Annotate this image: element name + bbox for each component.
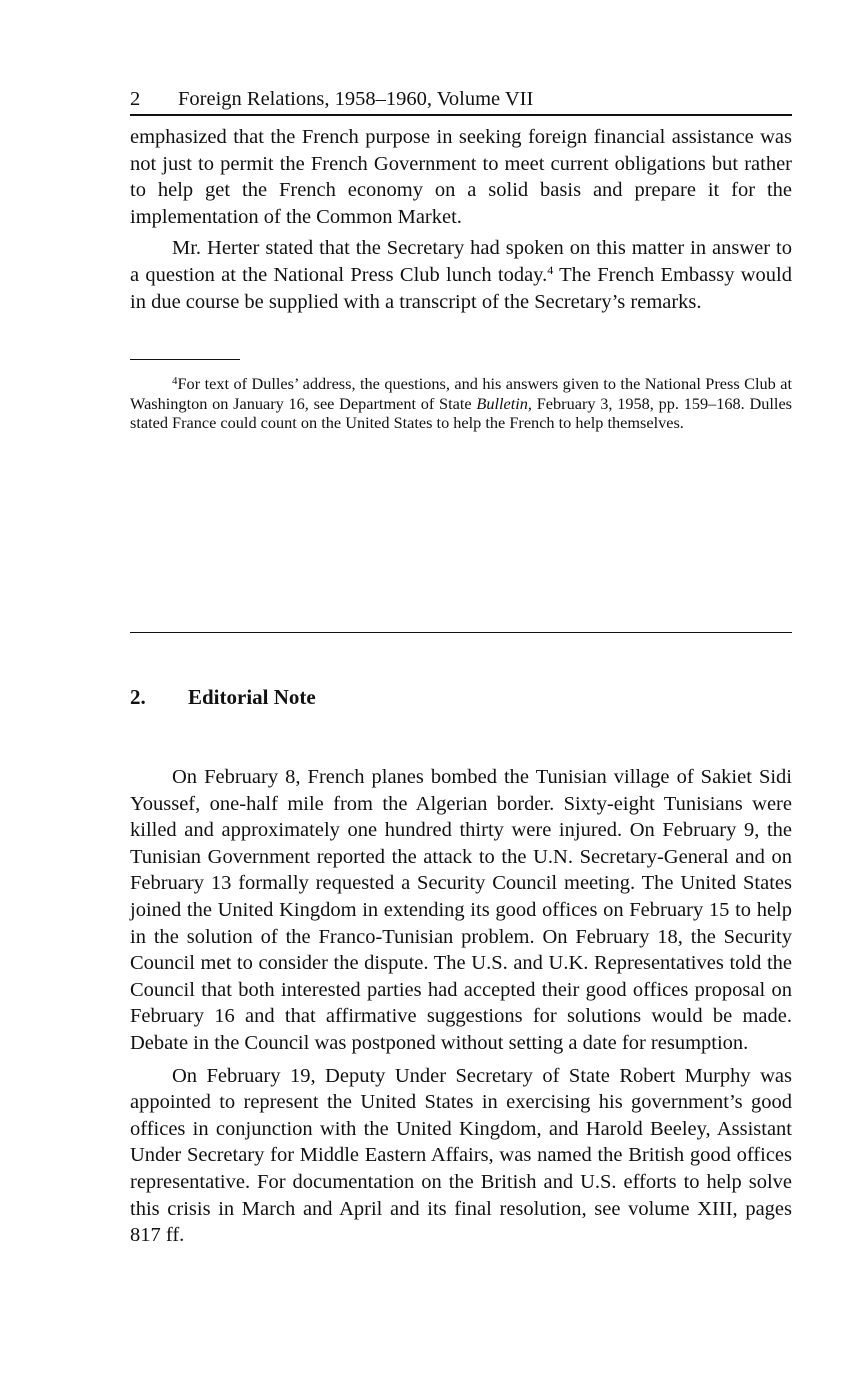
paragraph-2-text: Mr. Herter stated that the Secretary had spoken on this matter in answer to a question at the National Press Club lunch today. xyxy=(130,237,792,286)
section-divider xyxy=(130,632,792,633)
footnote xyxy=(130,374,792,432)
footnote-italic-title: Bulletin, xyxy=(476,393,532,413)
editorial-paragraph-2: On February 19, Deputy Under Secretary of State Robert Murphy was appointed to represent the United States in exercising his government’s good offices in conjunction with the United Kingdom, and Harold Beeley, Assistant Under Secretary for Middle Eastern Affairs, was named the British good offices representative. For documentation on the British and U.S. efforts to help solve this crisis in March and April and its final resolution, see volume XIII, pages 817 ff. xyxy=(130,1064,792,1247)
footnote-rule xyxy=(130,359,240,360)
footnote-marker: 4 xyxy=(172,375,178,388)
page-content xyxy=(130,84,792,432)
footnote-reference: 4 xyxy=(547,262,554,277)
continuation-paragraph-2 xyxy=(130,235,792,315)
footnote-text-after: February 3, 1958, pp. 159–168. Dulles stated France could count on the United States to help the French to help themselves. xyxy=(130,393,793,432)
footnote-text-before: For text of Dulles’ address, the questions, and his answers given to the National Press Club at Washington on January 16, see Department of State xyxy=(130,374,792,413)
section-title: Editorial Note xyxy=(188,685,316,709)
header-rule xyxy=(130,114,792,116)
page-number: 2 xyxy=(130,88,141,110)
editorial-note-body xyxy=(130,764,792,1249)
running-head xyxy=(130,84,792,114)
section-heading xyxy=(130,683,316,711)
volume-title: Foreign Relations, 1958–1960, Volume VII xyxy=(178,88,534,110)
continuation-paragraph-1: emphasized that the French purpose in seeking foreign financial assistance was not just to permit the French Government to meet current obligations but rather to help get the French economy on a solid basis and prepare it for the implementation of the Common Market. xyxy=(130,126,792,228)
section-number: 2. xyxy=(130,685,146,709)
editorial-paragraph-1: On February 8, French planes bombed the Tunisian village of Sakiet Sidi Youssef, one-half mile from the Algerian border. Sixty-eight Tunisians were killed and approximately one hundred thirty were injured. On February 9, the Tunisian Government reported the attack to the U.N. Secretary-General and on February 13 formally requested a Security Council meeting. The United States joined the United Kingdom in extending its good offices on February 15 to help in the solution of the Franco-Tunisian problem. On February 18, the Security Council met to consider the dispute. The U.S. and U.K. Representatives told the Council that both interested parties had accepted their good offices proposal on February 16 and that affirmative suggestions for solutions would be made. Debate in the Council was postponed without setting a date for resumption. xyxy=(130,766,792,1054)
paragraph-2-tail: The French Embassy would in due course be supplied with a transcript of the Secretary’s remarks. xyxy=(130,263,793,313)
